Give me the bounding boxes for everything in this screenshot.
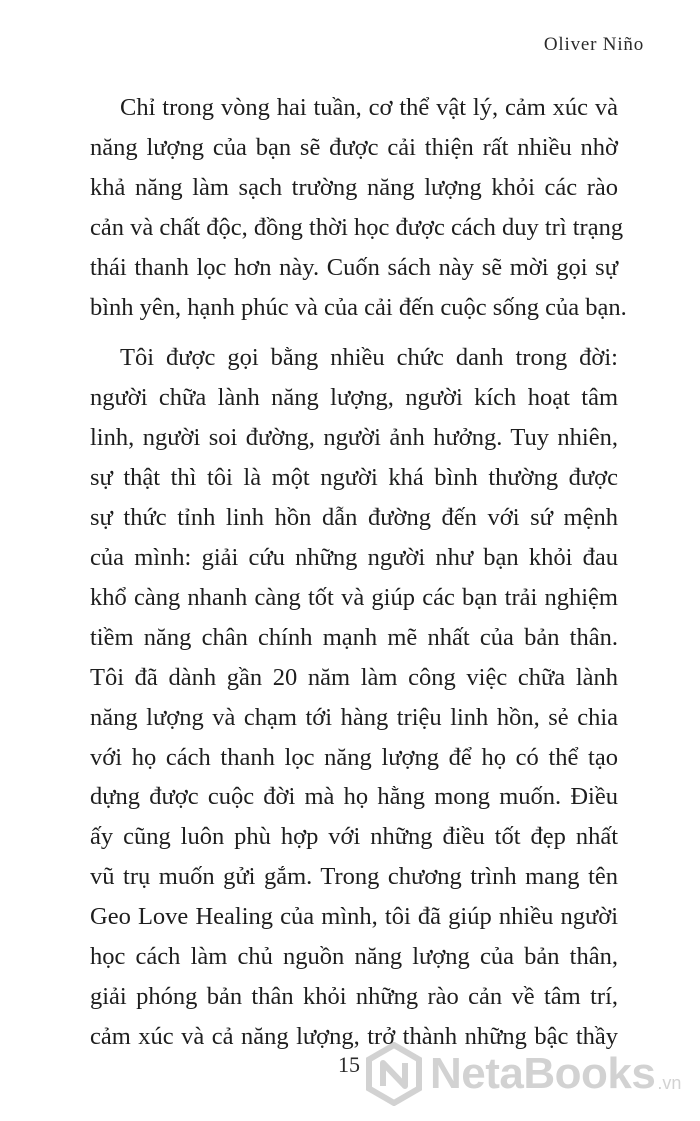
text-line: Geo Love Healing của mình, tôi đã giúp nhiều người xyxy=(90,903,618,931)
netabooks-logo-icon xyxy=(362,1042,426,1106)
text-line: linh, người soi đường, người ảnh hưởng. Tuy nhiên, xyxy=(90,424,618,452)
text-line: người chữa lành năng lượng, người kích hoạt tâm xyxy=(90,384,618,412)
page-number: 15 xyxy=(338,1052,360,1077)
paragraph-2 xyxy=(90,338,618,1056)
text-line: với họ cách thanh lọc năng lượng để họ có thể tạo xyxy=(90,743,618,771)
text-line: dựng được cuộc đời mà họ hằng mong muốn. Điều xyxy=(90,783,618,811)
text-line: bình yên, hạnh phúc và của cải đến cuộc sống của bạn. xyxy=(90,293,627,321)
text-line: sự thật thì tôi là một người khá bình thường được xyxy=(90,464,618,492)
text-line: Tôi đã dành gần 20 năm làm công việc chữa lành xyxy=(90,663,618,691)
text-line: sự thức tỉnh linh hồn dẫn đường đến với sứ mệnh xyxy=(90,504,618,532)
text-line: của mình: giải cứu những người như bạn khỏi đau xyxy=(90,543,618,571)
text-line: Tôi được gọi bằng nhiều chức danh trong đời: xyxy=(120,344,618,372)
text-line: Chỉ trong vòng hai tuần, cơ thể vật lý, cảm xúc và xyxy=(120,94,618,121)
paragraph-1 xyxy=(90,88,627,327)
watermark-domain: .vn xyxy=(657,1072,682,1093)
text-line: ấy cũng luôn phù hợp với những điều tốt đẹp nhất xyxy=(90,823,618,851)
watermark-brand: NetaBooks xyxy=(430,1049,656,1098)
text-line: cảm xúc và cả năng lượng, trở thành những bậc thầy xyxy=(90,1022,618,1050)
text-line: khổ càng nhanh càng tốt và giúp các bạn trải nghiệm xyxy=(90,583,618,611)
text-line: năng lượng của bạn sẽ được cải thiện rất nhiều nhờ xyxy=(90,133,618,161)
text-line: tiềm năng chân chính mạnh mẽ nhất của bản thân. xyxy=(90,623,618,651)
text-line: vũ trụ muốn gửi gắm. Trong chương trình mang tên xyxy=(90,863,618,891)
netabooks-watermark xyxy=(362,1042,681,1106)
text-line: học cách làm chủ nguồn năng lượng của bản thân, xyxy=(90,943,618,971)
text-line: cản và chất độc, đồng thời học được cách duy trì trạng xyxy=(90,213,624,241)
text-line: thái thanh lọc hơn này. Cuốn sách này sẽ mời gọi sự xyxy=(90,253,618,281)
body-text xyxy=(90,88,627,1057)
text-line: khả năng làm sạch trường năng lượng khỏi các rào xyxy=(90,173,618,201)
text-line: giải phóng bản thân khỏi những rào cản về tâm trí, xyxy=(90,982,618,1010)
text-line: năng lượng và chạm tới hàng triệu linh hồn, sẻ chia xyxy=(90,703,618,731)
running-head-author: Oliver Niño xyxy=(543,34,644,55)
